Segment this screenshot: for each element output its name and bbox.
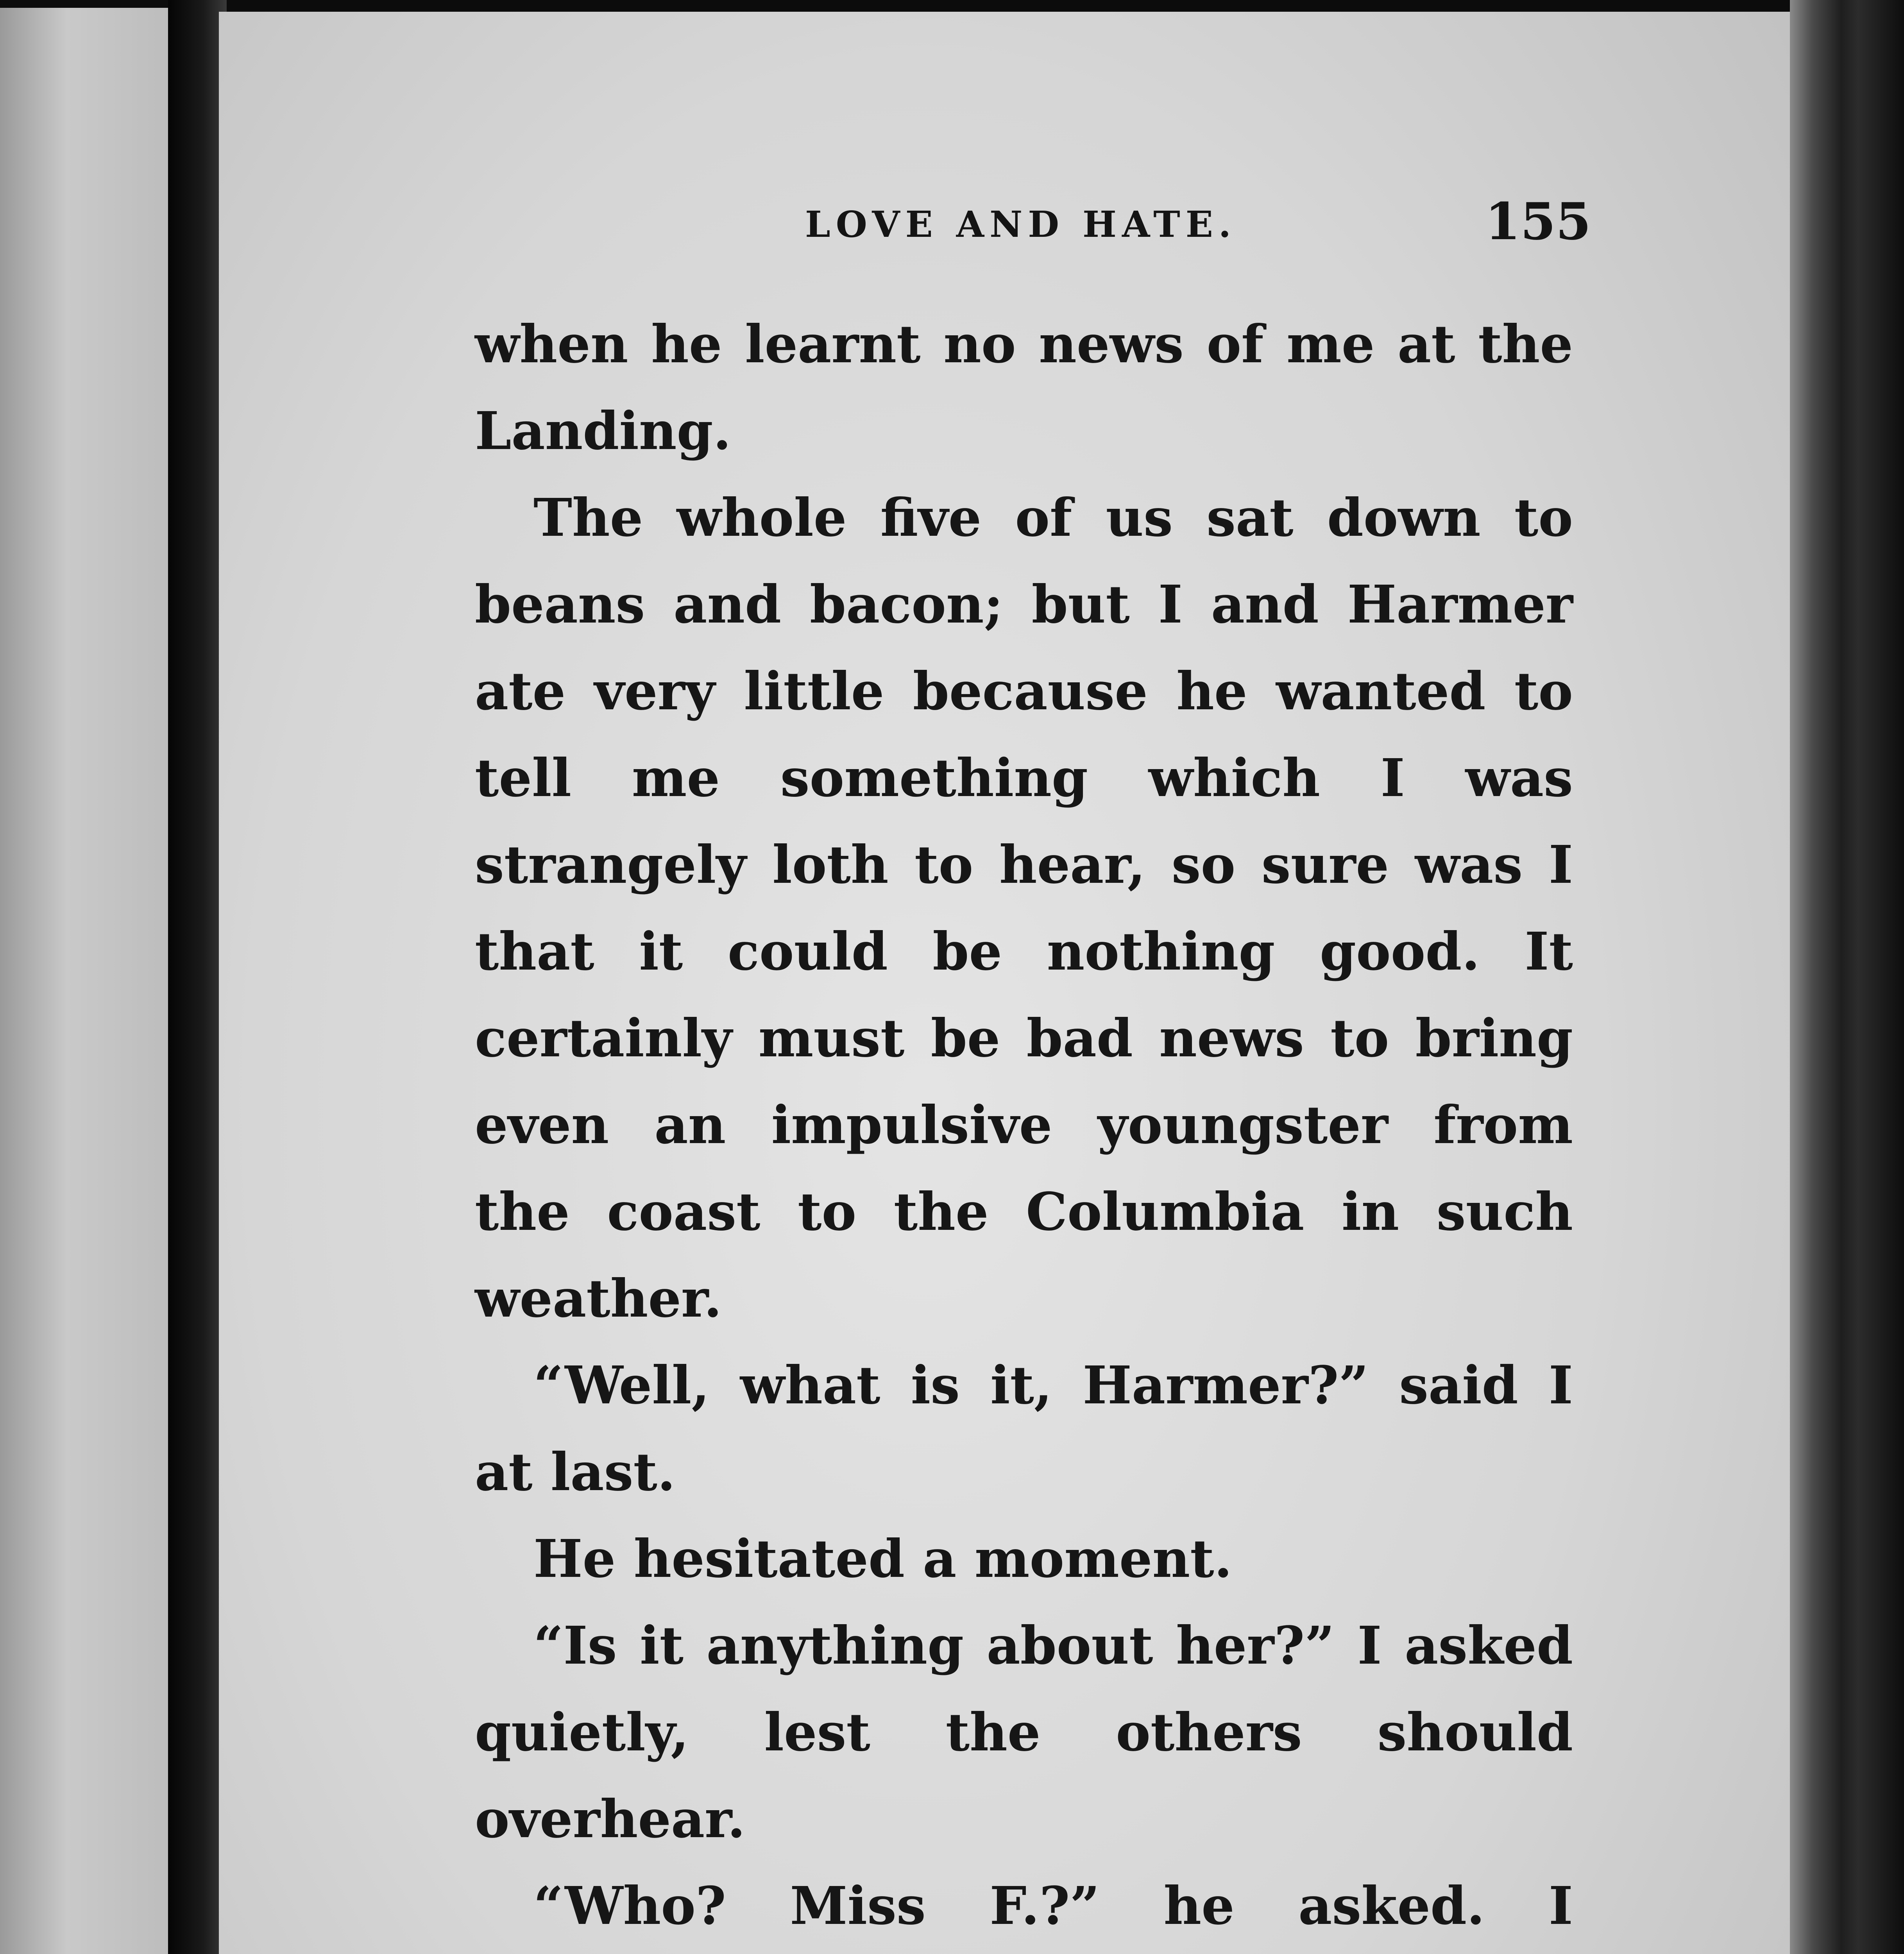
paragraph-continuation: when he learnt no news of me at the Landing. — [475, 314, 1573, 462]
paragraph: “Well, what is it, Harmer?” said I at last. — [475, 1355, 1573, 1503]
facing-page-edge — [0, 8, 168, 1954]
paragraph: The whole five of us sat down to beans and bacon; but I and Harmer ate very little because he wanted to tell me something which I was strangely loth to hear, so sure was I that it could be nothing good. It certainly must be bad news to bring even an impulsive youngster from the coast to the Columbia in such weather. — [475, 487, 1573, 1329]
paragraph: “Is it anything about her?” I asked quietly, lest the others should overhear. — [475, 1615, 1573, 1850]
page-stack-edge — [1790, 0, 1904, 1954]
book-gutter — [168, 0, 227, 1954]
paragraph: He hesitated a moment. — [533, 1528, 1232, 1589]
body-text — [475, 301, 1573, 1954]
running-title: LOVE AND HATE. — [805, 203, 1237, 245]
paragraph: “Who? Miss F.?” he asked. I — [533, 1875, 1573, 1936]
page-number: 155 — [1485, 191, 1591, 251]
